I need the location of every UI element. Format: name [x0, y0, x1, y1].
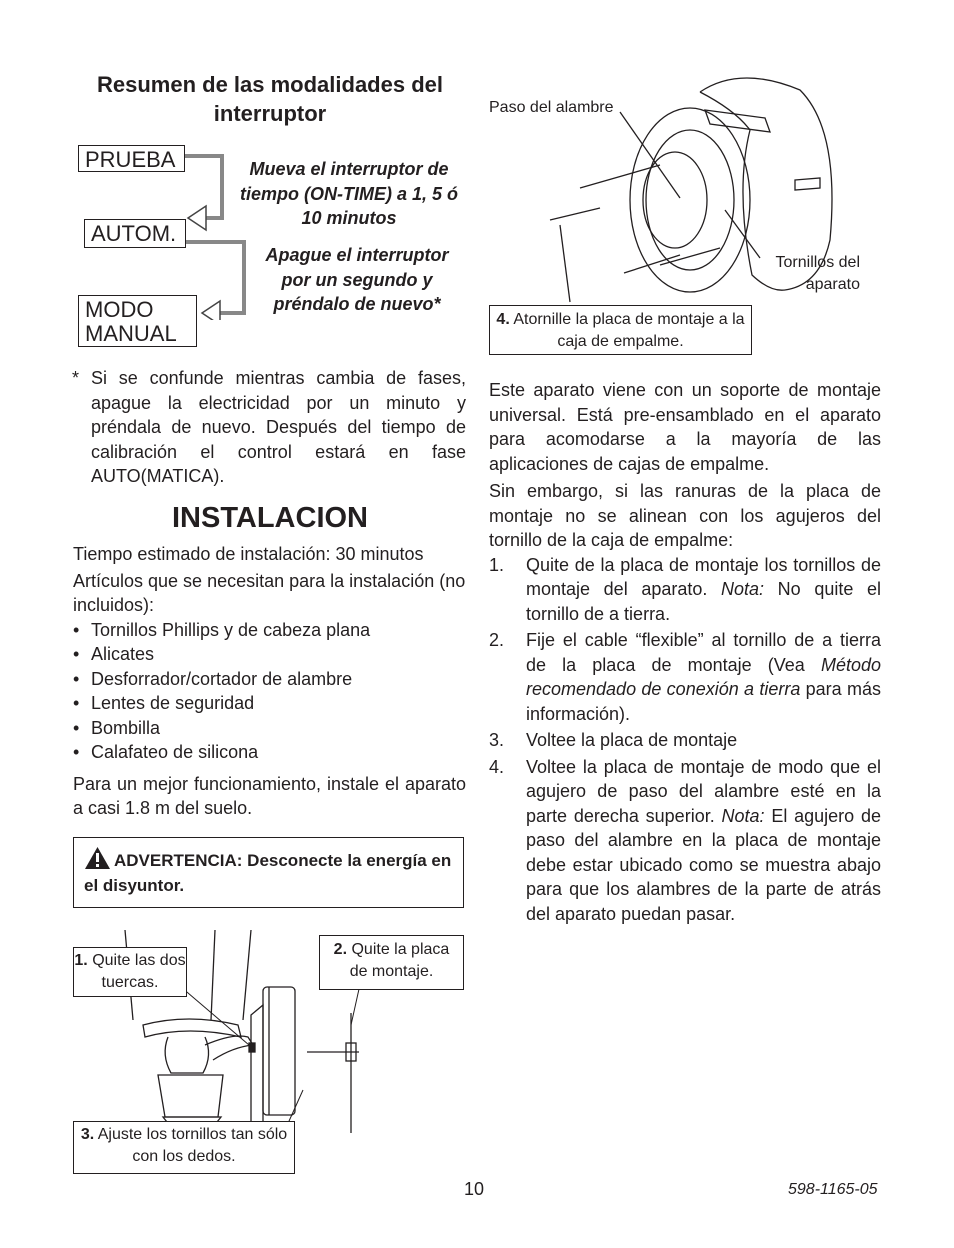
- paragraph-universal-bracket: Este aparato viene con un soporte de montaje universal. Está pre-ensamblado en el aparato para acomodarse a la mayoría de las aplicaciones de cajas de empalme.: [489, 380, 881, 474]
- wire-path-label: Paso del alambre: [489, 99, 614, 116]
- list-item: • Alicates: [73, 642, 466, 667]
- list-item: • Lentes de seguridad: [73, 691, 466, 716]
- step-note-label: Nota:: [721, 579, 765, 599]
- step-reference: Método recomendado de conexión a tierra: [526, 654, 881, 699]
- note-auto-to-manual: Apague el interruptor por un segundo y préndalo de nuevo*: [265, 245, 449, 314]
- list-item: • Desforrador/cortador de alambre: [73, 667, 466, 692]
- right-body: [489, 378, 881, 926]
- step-number: 1.: [489, 554, 505, 575]
- document-number: 598-1165-05: [788, 1181, 878, 1198]
- list-item: • Bombilla: [73, 716, 466, 741]
- step-item: [489, 728, 881, 753]
- callout-3-number: 3.: [80, 1126, 95, 1143]
- paragraph-slots: Sin embargo, si las ranuras de la placa de montaje no se alinean con los agujeros del tornillo de la caja de empalme:: [489, 481, 881, 550]
- step-text: para más información).: [526, 679, 881, 724]
- mode-auto-box: AUTOM.: [84, 219, 186, 248]
- callout-3: [73, 1121, 295, 1174]
- warning-box: [73, 837, 464, 908]
- callout-1-text: Quite las dos tuercas.: [92, 952, 186, 991]
- list-item: • Calafateo de silicona: [73, 740, 466, 765]
- step-text: El agujero de paso del alambre en la placa de montaje debe estar ubicado como se muestra abajo para que los alambres de la parte de atrás del aparato puedan pasar.: [526, 805, 881, 924]
- callout-2: [319, 935, 464, 990]
- install-time: Tiempo estimado de instalación: 30 minutos: [73, 544, 424, 564]
- install-title: INSTALACION: [172, 502, 369, 534]
- footnote-text: Si se confunde mientras cambia de fases, apague la electricidad por un minuto y préndala de nuevo. Después del tiempo de calibración el control estará en fase AUTO(MATICA).: [91, 368, 466, 486]
- callout-3-text: Ajuste los tornillos tan sólo con los dedos.: [97, 1126, 288, 1165]
- callout-2-number: 2.: [333, 941, 348, 958]
- step-item: [489, 755, 881, 927]
- step-item: [489, 553, 881, 627]
- step-text: Voltee la placa de montaje: [526, 730, 738, 750]
- summary-title: Resumen de las modalidades del interruptor: [96, 72, 443, 126]
- arrow-to-manual-icon: [202, 301, 220, 320]
- note-test-to-auto: Mueva el interruptor de tiempo (ON-TIME) a 1, 5 ó 10 minutos: [239, 159, 458, 228]
- mode-manual-box: MODO MANUAL: [78, 295, 197, 347]
- step-number: 2.: [489, 630, 505, 650]
- step-number: 3.: [489, 730, 505, 750]
- callout-1: [73, 947, 187, 997]
- install-items-intro: Artículos que se necesitan para la instalación (no incluidos):: [73, 570, 466, 615]
- callout-1-number: 1.: [74, 952, 88, 969]
- callout-4-text: Atornille la placa de montaje a la caja de empalme.: [513, 311, 745, 350]
- warning-text: ADVERTENCIA: Desconecte la energía en el disyuntor.: [84, 851, 452, 895]
- footnote-marker: *: [72, 368, 80, 388]
- fixture-screws-label: Tornillos del aparato: [775, 254, 860, 293]
- step-text: Quite de la placa de montaje los tornillos de montaje del aparato.: [526, 554, 881, 599]
- step-text: Fije el cable “flexible” al tornillo de a tierra de la placa de montaje (Vea: [526, 630, 881, 675]
- footnote: [72, 366, 466, 489]
- list-item: • Tornillos Phillips y de cabeza plana: [73, 618, 466, 643]
- callout-4: [489, 305, 752, 355]
- warning-triangle-icon: [84, 846, 111, 870]
- callout-4-number: 4.: [496, 311, 510, 328]
- step-note-label: Nota:: [721, 805, 765, 826]
- step-text: Voltee la placa de montaje de modo que el agujero de paso del alambre esté en la parte derecha superior.: [526, 756, 881, 826]
- callout-2-text: Quite la placa de montaje.: [349, 941, 450, 980]
- install-section: [73, 542, 466, 821]
- arrow-to-auto-icon: [188, 206, 206, 230]
- step-item: [489, 628, 881, 726]
- step-text: No quite el tornillo de a tierra.: [526, 579, 881, 624]
- mode-test-box: PRUEBA: [78, 145, 185, 172]
- step-number: 4.: [489, 756, 505, 777]
- install-recommendation: Para un mejor funcionamiento, instale el aparato a casi 1.8 m del suelo.: [73, 773, 466, 818]
- install-items-list: [73, 618, 466, 765]
- steps-list: [489, 553, 881, 927]
- page-number: 10: [464, 1179, 485, 1199]
